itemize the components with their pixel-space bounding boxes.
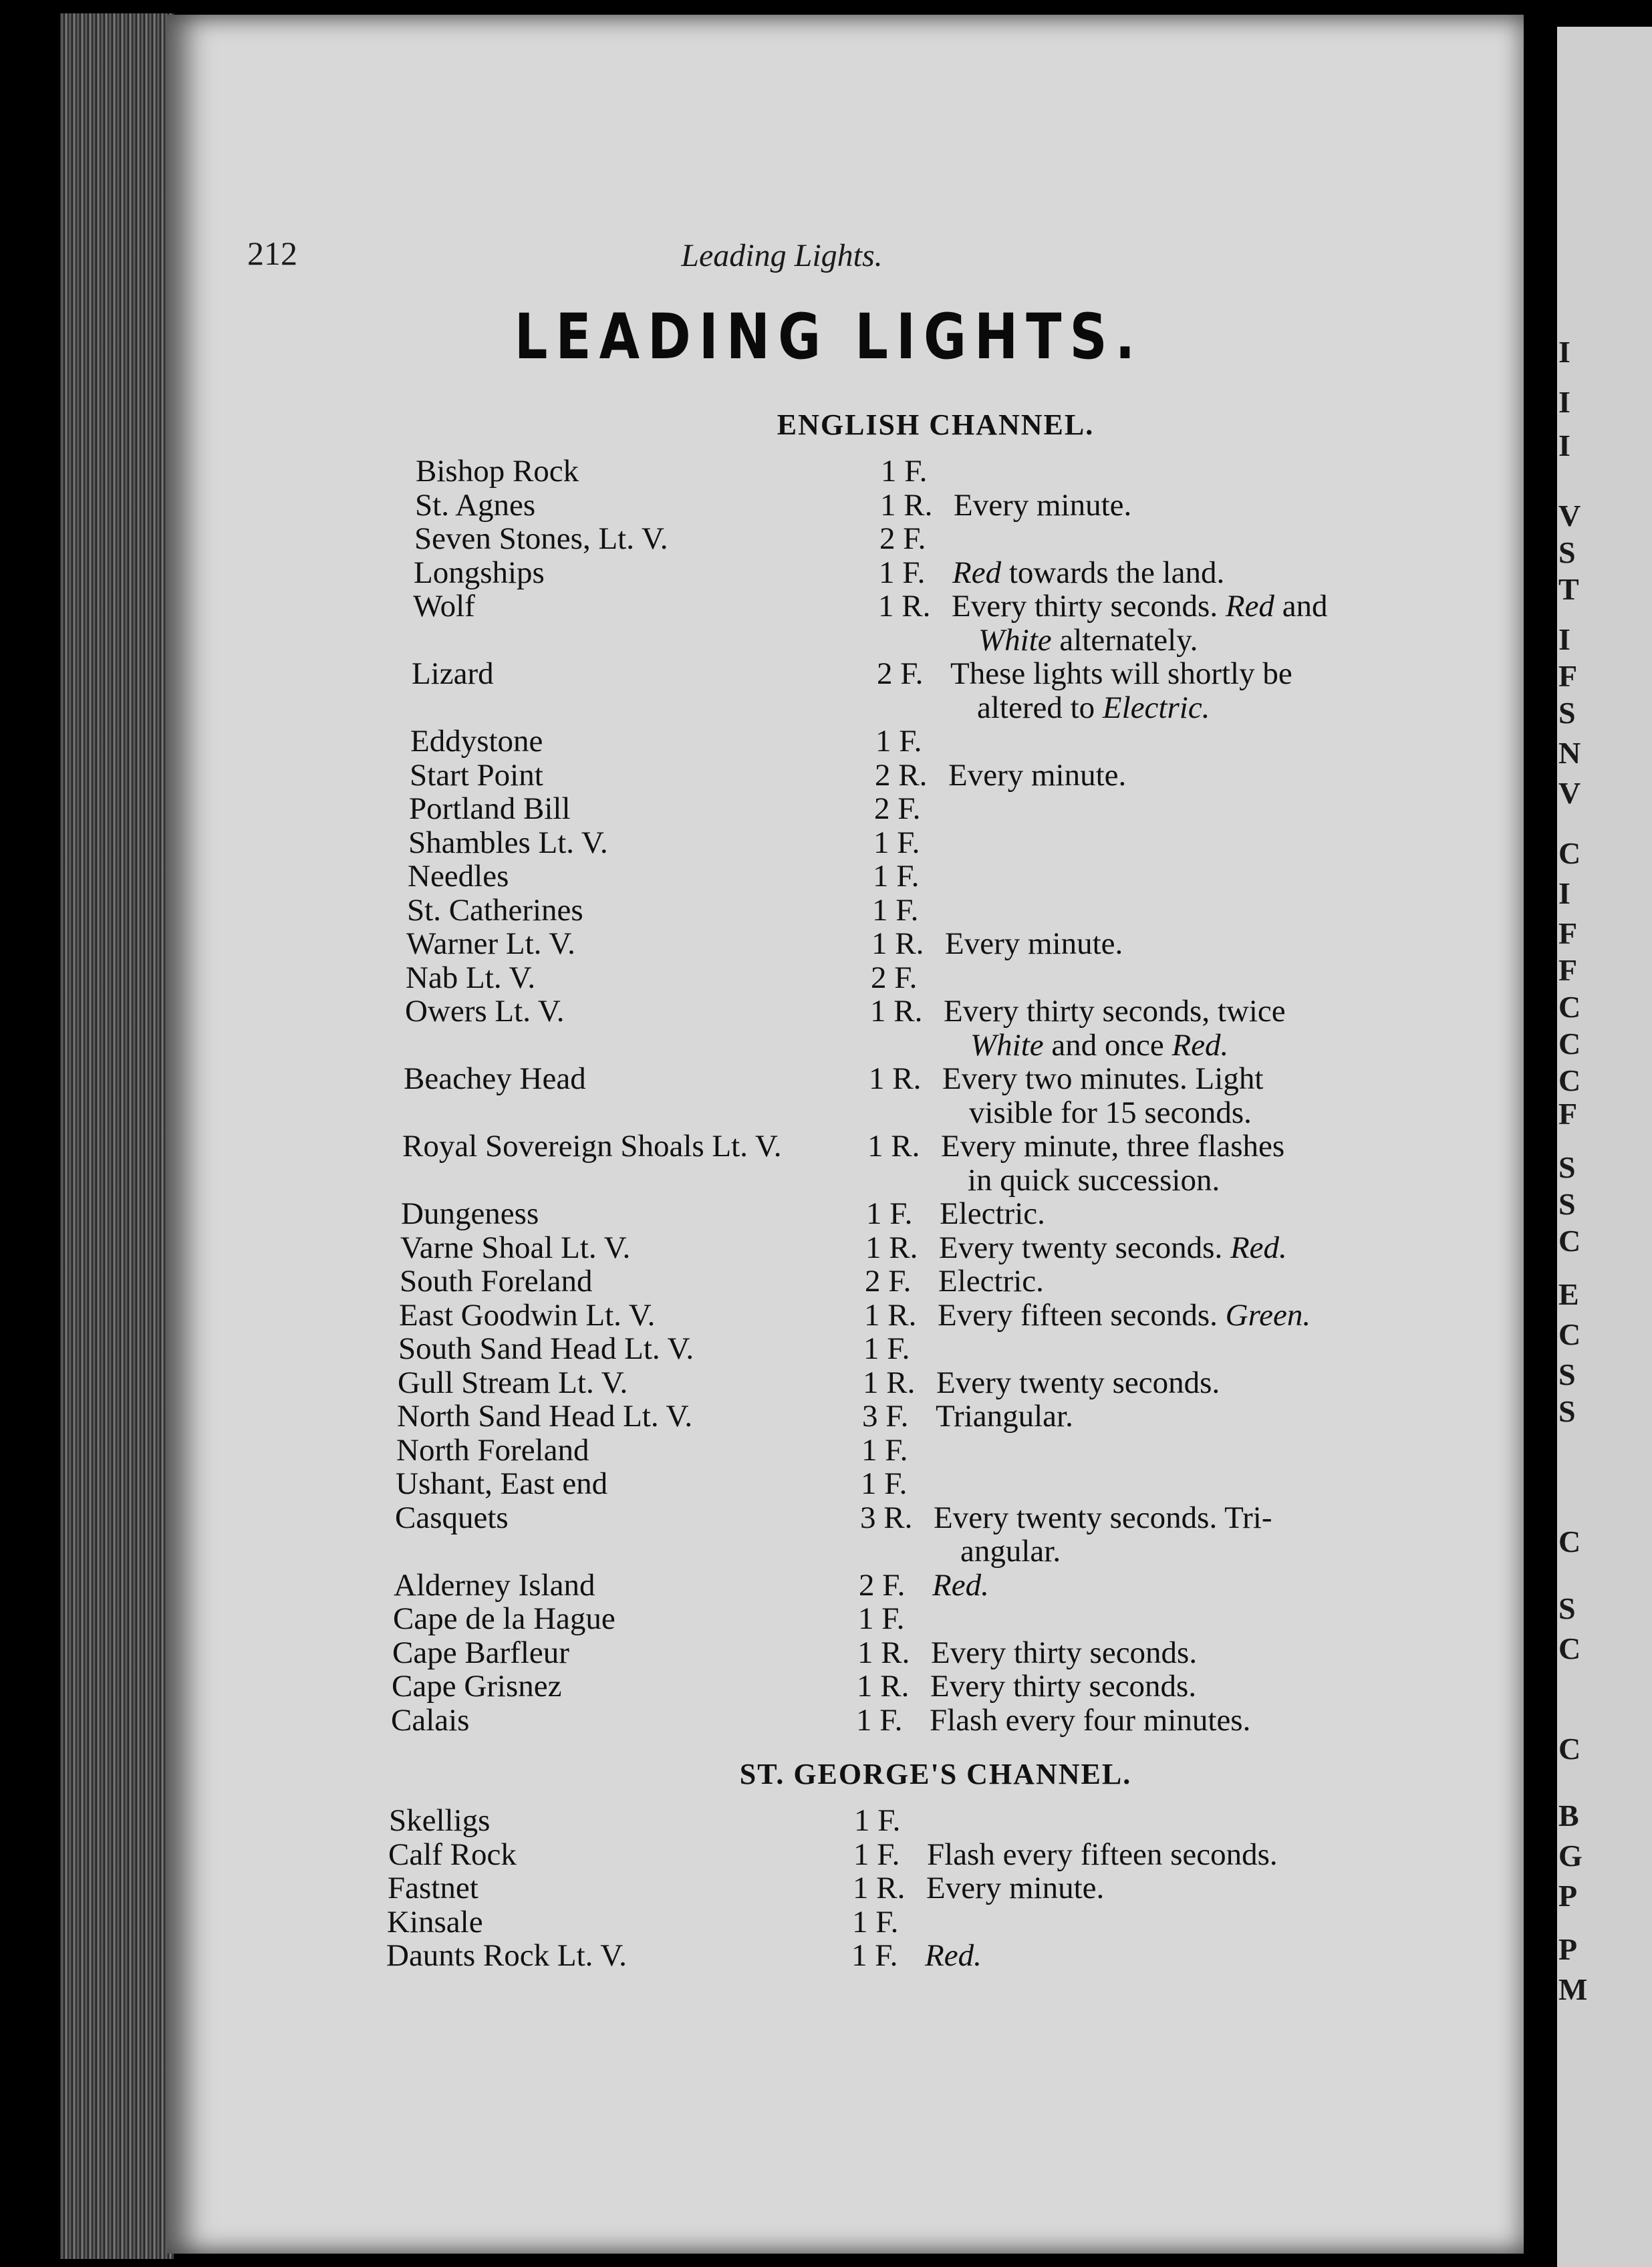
light-count-type: 3 F. xyxy=(862,1399,909,1434)
light-count-type: 1 R. xyxy=(864,1297,917,1333)
facing-page-letter: S xyxy=(1558,1394,1576,1428)
light-name: Warner Lt. V. xyxy=(406,926,575,961)
light-entry xyxy=(0,1062,1652,1095)
light-entry xyxy=(0,1704,1652,1737)
facing-page-letter: C xyxy=(1558,1631,1581,1665)
light-description xyxy=(940,1197,1045,1230)
light-name: Calais xyxy=(391,1702,470,1738)
light-description-text: visible for 15 seconds. xyxy=(969,1095,1252,1130)
light-name: Cape de la Hague xyxy=(393,1601,615,1636)
light-description xyxy=(931,1636,1197,1670)
light-description xyxy=(944,994,1286,1028)
light-description-italic: Electric. xyxy=(1102,690,1210,725)
light-entry xyxy=(0,1332,1652,1365)
light-description-text: Every minute, three flashes xyxy=(941,1129,1285,1164)
light-entry xyxy=(0,792,1652,825)
facing-page-letter: C xyxy=(1558,1317,1581,1351)
light-count-type: 1 F. xyxy=(852,1904,899,1940)
light-description-text: Every minute. xyxy=(948,757,1127,793)
light-description-text: in quick succession. xyxy=(968,1162,1220,1198)
light-count-type: 1 F. xyxy=(881,454,928,489)
light-name: Wolf xyxy=(413,589,475,624)
light-name: Varne Shoal Lt. V. xyxy=(400,1230,631,1265)
facing-page-letter: T xyxy=(1558,572,1579,606)
light-description xyxy=(932,1569,989,1602)
facing-page-letter: M xyxy=(1558,1972,1588,2006)
light-entry xyxy=(0,1871,1652,1905)
light-description-text: and xyxy=(1274,589,1328,624)
facing-page-letter: P xyxy=(1558,1879,1578,1913)
light-entry xyxy=(0,859,1652,893)
section-heading: ST. GEORGE'S CHANNEL. xyxy=(739,1758,1132,1790)
light-description xyxy=(954,489,1131,522)
light-description-text: Flash every four minutes. xyxy=(930,1702,1251,1738)
light-entry xyxy=(0,1197,1652,1230)
light-name: Casquets xyxy=(395,1500,509,1535)
light-description-text: altered to xyxy=(977,690,1103,725)
light-entry xyxy=(0,1467,1652,1500)
light-entry xyxy=(0,1602,1652,1635)
light-entry-continuation xyxy=(0,624,1652,657)
light-description xyxy=(930,1670,1196,1703)
light-name: Alderney Island xyxy=(394,1567,595,1603)
light-description-continued xyxy=(978,624,1198,657)
facing-page-letter: F xyxy=(1558,916,1578,950)
light-description-text: Every minute. xyxy=(926,1871,1105,1905)
light-count-type: 2 F. xyxy=(859,1567,906,1603)
facing-page-letter: E xyxy=(1558,1277,1579,1311)
facing-page-letter: P xyxy=(1558,1932,1578,1966)
light-entry xyxy=(0,826,1652,859)
light-entry-continuation xyxy=(0,1164,1652,1197)
light-description-italic: Red. xyxy=(932,1567,989,1603)
light-entry xyxy=(0,1264,1652,1298)
light-description xyxy=(936,1399,1073,1433)
light-description-text: Every fifteen seconds. xyxy=(938,1297,1226,1333)
light-name: Gull Stream Lt. V. xyxy=(398,1365,628,1400)
light-name: Start Point xyxy=(410,757,543,793)
light-description-text: angular. xyxy=(960,1534,1061,1569)
light-count-type: 1 F. xyxy=(861,1466,908,1501)
facing-page-letter: V xyxy=(1558,776,1581,810)
facing-page-letter: S xyxy=(1558,1187,1576,1221)
light-count-type: 1 F. xyxy=(866,1196,913,1231)
facing-page-letter: I xyxy=(1558,385,1570,419)
facing-page-letter: S xyxy=(1558,1591,1576,1625)
light-count-type: 1 R. xyxy=(878,589,931,624)
light-entry xyxy=(0,1939,1652,1972)
light-name: Bishop Rock xyxy=(416,454,579,489)
facing-page-letter: S xyxy=(1558,1357,1576,1391)
light-entry-continuation xyxy=(0,1096,1652,1129)
light-count-type: 2 F. xyxy=(874,791,921,826)
light-description-italic: Red xyxy=(1225,589,1274,624)
light-count-type: 1 R. xyxy=(865,1230,918,1265)
light-name: Needles xyxy=(408,859,509,894)
light-entry xyxy=(0,1366,1652,1399)
light-count-type: 1 F. xyxy=(856,1702,903,1738)
light-entry xyxy=(0,1299,1652,1332)
light-count-type: 1 R. xyxy=(880,487,933,523)
light-entry xyxy=(0,1905,1652,1939)
light-description-continued xyxy=(969,1096,1252,1129)
light-count-type: 2 F. xyxy=(865,1264,912,1299)
page-number: 212 xyxy=(247,235,297,272)
light-entry xyxy=(0,657,1652,690)
light-description xyxy=(939,1231,1287,1264)
light-count-type: 1 F. xyxy=(879,555,926,590)
light-name: Portland Bill xyxy=(409,791,571,826)
light-count-type: 1 R. xyxy=(869,1061,922,1096)
light-entry xyxy=(0,1434,1652,1467)
light-entry-continuation xyxy=(0,691,1652,724)
light-description-italic: Red. xyxy=(925,1938,982,1973)
facing-page-letter: C xyxy=(1558,1732,1581,1766)
light-name: North Foreland xyxy=(396,1432,589,1468)
running-head: Leading Lights. xyxy=(681,238,883,273)
facing-page-letter: F xyxy=(1558,953,1578,987)
light-description-italic: Red xyxy=(952,555,1002,590)
light-description xyxy=(952,589,1328,623)
light-entry xyxy=(0,961,1652,994)
light-name: East Goodwin Lt. V. xyxy=(399,1297,656,1333)
light-entry xyxy=(0,1399,1652,1433)
light-name: St. Catherines xyxy=(407,892,583,928)
facing-page-letter: C xyxy=(1558,1027,1581,1061)
light-description xyxy=(942,1062,1263,1095)
light-entry xyxy=(0,1804,1652,1837)
light-entry xyxy=(0,1838,1652,1871)
light-name: Cape Grisnez xyxy=(392,1669,562,1704)
light-entry xyxy=(0,759,1652,792)
light-count-type: 1 R. xyxy=(871,926,924,961)
light-description-continued xyxy=(970,1029,1228,1062)
light-entry xyxy=(0,1670,1652,1703)
light-count-type: 1 F. xyxy=(873,859,920,894)
light-name: Ushant, East end xyxy=(396,1466,608,1501)
light-description xyxy=(926,1871,1104,1905)
light-description xyxy=(930,1704,1250,1737)
light-description-italic: Green. xyxy=(1225,1297,1311,1333)
light-count-type: 1 R. xyxy=(863,1365,916,1400)
light-description xyxy=(927,1838,1278,1871)
light-name: Beachey Head xyxy=(404,1061,586,1096)
light-description xyxy=(938,1264,1044,1298)
light-count-type: 1 R. xyxy=(857,1669,910,1704)
facing-page-letter: F xyxy=(1558,659,1578,693)
facing-page-letter: N xyxy=(1558,736,1581,770)
facing-page-letter: C xyxy=(1558,836,1581,870)
light-description-text: Every twenty seconds. xyxy=(936,1365,1220,1400)
light-count-type: 2 F. xyxy=(871,960,918,995)
light-count-type: 1 F. xyxy=(875,724,922,759)
light-description-text: Every thirty seconds. xyxy=(952,589,1226,624)
light-name: Calf Rock xyxy=(388,1837,517,1872)
light-entry xyxy=(0,724,1652,758)
light-name: Cape Barfleur xyxy=(392,1635,569,1670)
light-entry-continuation xyxy=(0,1029,1652,1062)
light-name: Seven Stones, Lt. V. xyxy=(414,521,668,556)
light-entry xyxy=(0,894,1652,927)
light-description-text: alternately. xyxy=(1051,622,1198,658)
facing-page-letter: I xyxy=(1558,428,1570,462)
light-count-type: 1 R. xyxy=(853,1871,906,1905)
light-description xyxy=(945,927,1123,960)
light-description xyxy=(948,759,1126,792)
light-name: Nab Lt. V. xyxy=(406,960,536,995)
light-count-type: 3 R. xyxy=(860,1500,913,1535)
facing-page-letter: S xyxy=(1558,535,1576,569)
light-description xyxy=(934,1501,1272,1535)
light-name: St. Agnes xyxy=(415,487,536,523)
light-entry xyxy=(0,556,1652,589)
light-name: South Foreland xyxy=(400,1264,593,1299)
light-description xyxy=(936,1366,1220,1399)
light-name: South Sand Head Lt. V. xyxy=(398,1331,694,1366)
facing-page-letter: C xyxy=(1558,1524,1581,1559)
light-name: Fastnet xyxy=(388,1871,478,1905)
light-count-type: 1 F. xyxy=(853,1837,900,1872)
facing-page-letter: C xyxy=(1558,990,1581,1024)
light-entry xyxy=(0,1501,1652,1535)
light-count-type: 1 F. xyxy=(858,1601,905,1636)
light-description-italic: White xyxy=(978,622,1052,658)
light-count-type: 1 F. xyxy=(872,892,919,928)
light-count-type: 1 R. xyxy=(867,1129,920,1164)
light-entry-continuation xyxy=(0,1535,1652,1568)
facing-page-letter: I xyxy=(1558,622,1570,656)
light-entry xyxy=(0,1231,1652,1264)
light-description-text: Every minute. xyxy=(945,926,1123,961)
light-count-type: 1 F. xyxy=(873,825,920,860)
facing-page-letter: C xyxy=(1558,1224,1581,1258)
light-entry xyxy=(0,994,1652,1028)
light-description xyxy=(938,1299,1311,1332)
light-description-italic: Red. xyxy=(1230,1230,1287,1265)
light-count-type: 1 F. xyxy=(851,1938,898,1973)
light-entry xyxy=(0,1636,1652,1670)
light-description-text: Every twenty seconds. Tri- xyxy=(934,1500,1272,1535)
light-description-italic: White xyxy=(970,1027,1044,1063)
light-description-text: Every thirty seconds. xyxy=(931,1635,1198,1670)
facing-page-letter: F xyxy=(1558,1097,1578,1131)
page-title: LEADING LIGHTS. xyxy=(514,301,1143,374)
facing-page-letter: G xyxy=(1558,1839,1582,1873)
facing-page-letter: I xyxy=(1558,876,1570,910)
light-description-text: Flash every fifteen seconds. xyxy=(927,1837,1278,1872)
facing-page-letter: V xyxy=(1558,499,1581,533)
light-description-text: and once xyxy=(1043,1027,1172,1063)
light-description-italic: Red. xyxy=(1172,1027,1229,1063)
light-entry xyxy=(0,522,1652,555)
facing-page-letter: B xyxy=(1558,1798,1579,1833)
light-count-type: 2 F. xyxy=(877,656,924,691)
light-name: North Sand Head Lt. V. xyxy=(397,1399,693,1434)
light-name: Shambles Lt. V. xyxy=(408,825,608,860)
light-entry xyxy=(0,489,1652,522)
facing-page-letter: S xyxy=(1558,696,1576,730)
light-count-type: 1 F. xyxy=(863,1331,910,1366)
light-description-continued xyxy=(977,691,1210,724)
light-description-text: towards the land. xyxy=(1001,555,1225,590)
light-name: Daunts Rock Lt. V. xyxy=(386,1938,627,1973)
facing-page-letter: S xyxy=(1558,1150,1576,1184)
light-entry xyxy=(0,1569,1652,1602)
light-count-type: 2 R. xyxy=(875,757,928,793)
light-entry xyxy=(0,1129,1652,1163)
light-count-type: 1 R. xyxy=(870,994,923,1029)
light-description-text: Electric. xyxy=(938,1264,1044,1299)
light-description-text: Every minute. xyxy=(954,487,1132,523)
light-description-text: Electric. xyxy=(940,1196,1045,1231)
light-description xyxy=(925,1939,982,1972)
light-name: Dungeness xyxy=(401,1196,539,1231)
light-description-text: Every thirty seconds, twice xyxy=(944,994,1286,1029)
light-name: Skelligs xyxy=(389,1803,491,1838)
light-description-text: These lights will shortly be xyxy=(950,656,1292,691)
light-entry xyxy=(0,927,1652,960)
light-description-continued xyxy=(960,1535,1061,1568)
light-description-text: Every twenty seconds. xyxy=(939,1230,1230,1265)
light-count-type: 2 F. xyxy=(879,521,926,556)
light-description-continued xyxy=(968,1164,1220,1197)
light-description-text: Every two minutes. Light xyxy=(942,1061,1264,1096)
light-description xyxy=(950,657,1292,690)
light-description xyxy=(952,556,1224,589)
light-name: Owers Lt. V. xyxy=(405,994,565,1029)
light-name: Kinsale xyxy=(387,1904,483,1940)
light-entry xyxy=(0,454,1652,488)
light-description-text: Triangular. xyxy=(936,1399,1073,1434)
light-name: Lizard xyxy=(412,656,494,691)
light-description-text: Every thirty seconds. xyxy=(930,1669,1197,1704)
light-count-type: 1 F. xyxy=(861,1432,908,1468)
section-heading: ENGLISH CHANNEL. xyxy=(777,408,1095,441)
light-entry xyxy=(0,589,1652,623)
light-name: Eddystone xyxy=(410,724,543,759)
light-name: Longships xyxy=(414,555,545,590)
light-count-type: 1 R. xyxy=(857,1635,910,1670)
facing-page-letter: C xyxy=(1558,1063,1581,1097)
facing-page-letter: I xyxy=(1558,335,1570,369)
light-name: Royal Sovereign Shoals Lt. V. xyxy=(402,1129,782,1164)
light-description xyxy=(941,1129,1284,1163)
light-count-type: 1 F. xyxy=(854,1803,901,1838)
